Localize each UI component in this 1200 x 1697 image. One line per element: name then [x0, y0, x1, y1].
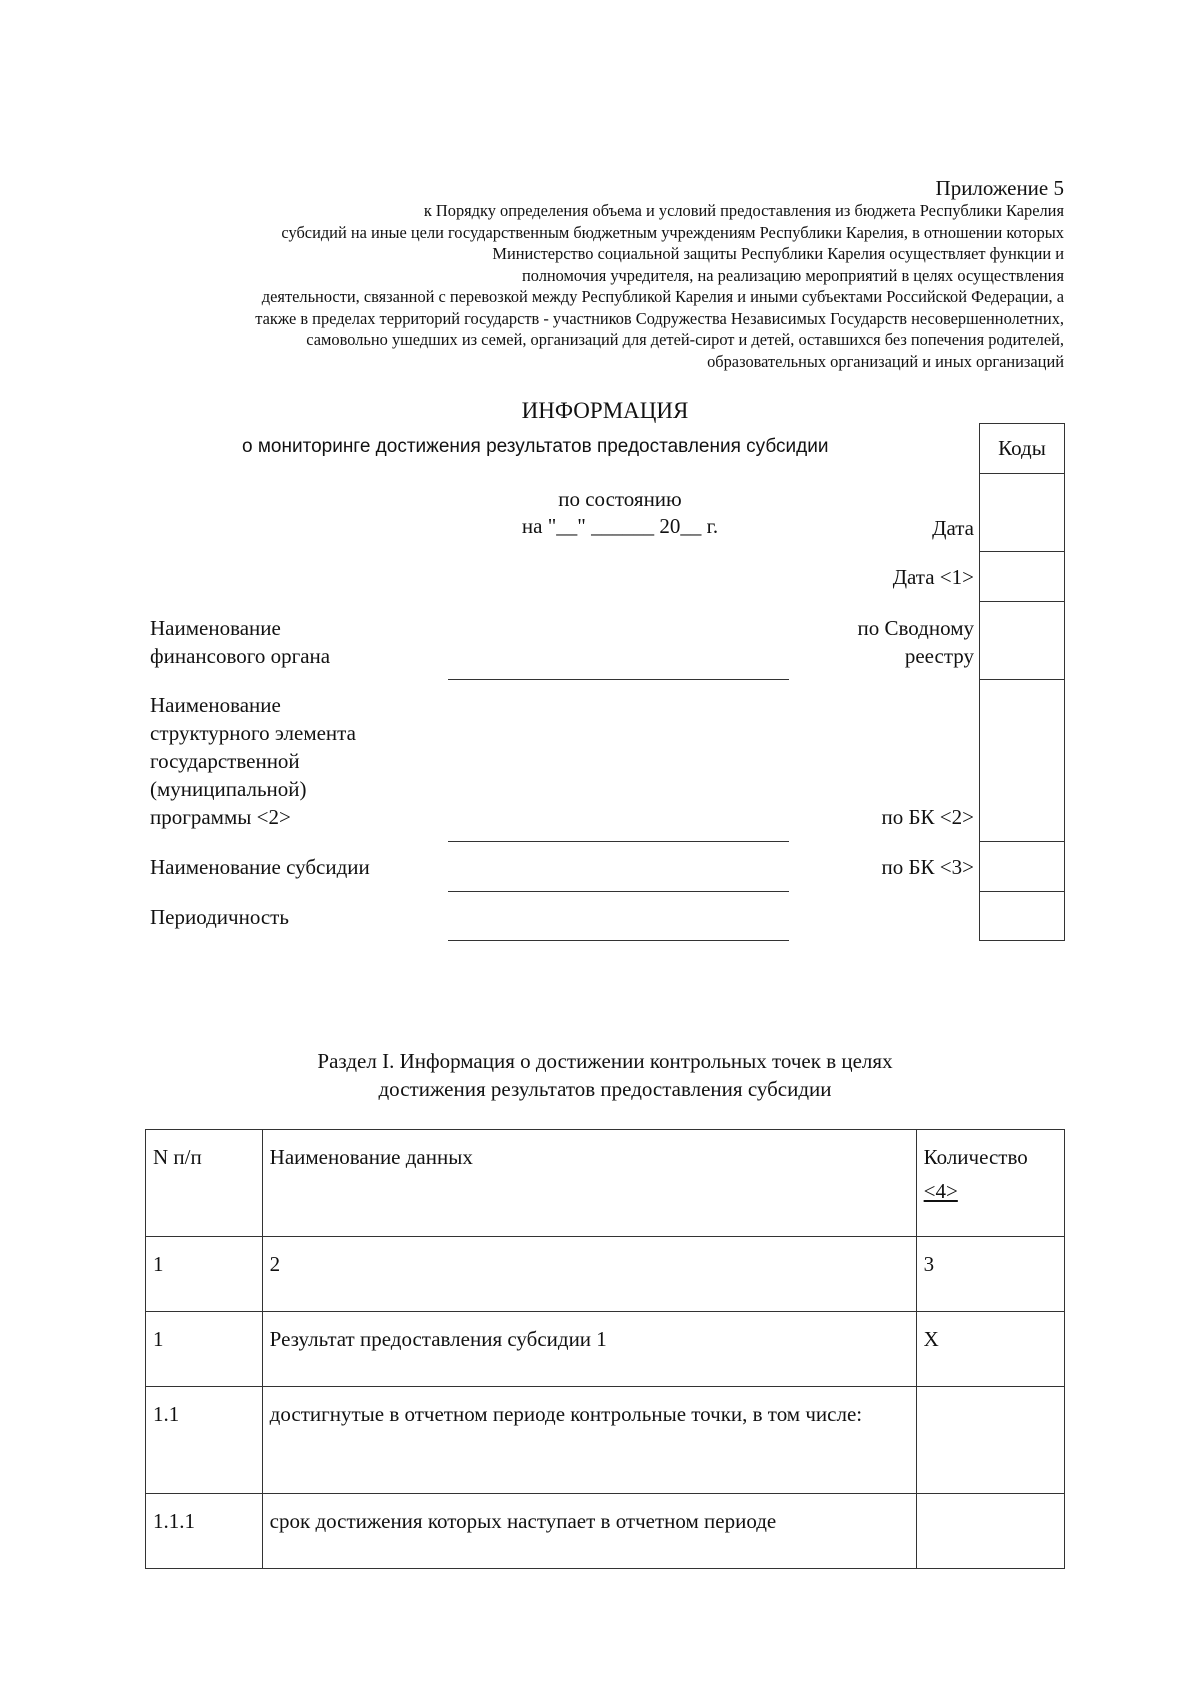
code-box-date1[interactable] [979, 551, 1065, 602]
fin-organ-label-line: финансового органа [150, 644, 331, 668]
table-row [146, 1312, 1065, 1387]
code-box-registry[interactable] [979, 601, 1065, 680]
table-header-row [146, 1130, 1065, 1237]
cell-num: 1 [146, 1237, 263, 1312]
table-row [146, 1387, 1065, 1494]
registry-label-line2: реестру [904, 644, 974, 668]
header-name: Наименование данных [262, 1130, 916, 1237]
appendix-line: субсидий на иные цели государственным бюджетным учреждениям Республики Карелия, в отношении которых [281, 222, 1064, 242]
footnote-link[interactable]: <4> [923, 1179, 958, 1203]
date-label: Дата [932, 516, 974, 540]
control-points-table [145, 1129, 1065, 1569]
appendix-description [104, 200, 1064, 372]
cell-qty[interactable] [916, 1494, 1064, 1569]
program-element-fill-line[interactable] [448, 841, 789, 842]
section-title-line: достижения результатов предоставления субсидии [378, 1077, 832, 1101]
state-label: по состоянию [558, 487, 682, 511]
cell-qty: X [916, 1312, 1064, 1387]
state-date: на "__" ______ 20__ г. [521, 514, 719, 538]
appendix-line: к Порядку определения объема и условий предоставления из бюджета Республики Карелия [423, 201, 1064, 220]
program-element-label-line: структурного элемента [150, 721, 356, 745]
program-element-label-line: Наименование [150, 693, 281, 717]
table-row [146, 1494, 1065, 1569]
cell-qty: 3 [916, 1237, 1064, 1312]
header-qty-label: Количество [923, 1145, 1028, 1169]
subsidy-name-fill-line[interactable] [448, 891, 789, 892]
cell-name: достигнутые в отчетном периоде контрольные точки, в том числе: [262, 1387, 916, 1494]
section-title [0, 1047, 1200, 1103]
appendix-title: Приложение 5 [935, 176, 1064, 200]
codes-header: Коды [979, 423, 1065, 474]
code-box-bk3[interactable] [979, 841, 1065, 892]
cell-num: 1.1 [146, 1387, 263, 1494]
appendix-line: полномочия учредителя, на реализацию мероприятий в целях осуществления [521, 265, 1064, 285]
program-element-label [150, 691, 356, 831]
program-element-label-line: государственной [150, 749, 300, 773]
appendix-line: Министерство социальной защиты Республики Карелия осуществляет функции и [492, 244, 1064, 263]
document-subtitle: о мониторинге достижения результатов предоставления субсидии [242, 436, 829, 457]
appendix-line: образовательных организаций и иных организаций [707, 351, 1064, 371]
fin-organ-fill-line[interactable] [448, 679, 789, 680]
cell-num: 1 [146, 1312, 263, 1387]
cell-qty[interactable] [916, 1387, 1064, 1494]
document-title: ИНФОРМАЦИЯ [521, 398, 689, 423]
periodicity-fill-line[interactable] [448, 940, 789, 941]
appendix-line: деятельности, связанной с перевозкой между Республикой Карелия и иными субъектами Российской Федерации, а [261, 287, 1064, 306]
code-box-bk2[interactable] [979, 679, 1065, 842]
fin-organ-label [150, 614, 330, 670]
code-box-date[interactable] [979, 473, 1065, 552]
periodicity-label: Периодичность [150, 905, 289, 929]
appendix-line: самовольно ушедших из семей, организаций для детей-сирот и детей, оставшихся без попечения родителей, [306, 330, 1064, 349]
cell-num: 1.1.1 [146, 1494, 263, 1569]
registry-label-line1: по Сводному [857, 616, 974, 640]
header-num: N п/п [146, 1130, 263, 1237]
table-row [146, 1237, 1065, 1312]
cell-name: Результат предоставления субсидии 1 [262, 1312, 916, 1387]
program-element-label-line: программы <2> [150, 805, 291, 829]
subsidy-name-label: Наименование субсидии [150, 855, 370, 879]
bk2-label: по БК <2> [881, 805, 974, 829]
bk3-label: по БК <3> [881, 855, 974, 879]
section-title-line: Раздел I. Информация о достижении контрольных точек в целях [317, 1049, 893, 1073]
header-qty [916, 1130, 1064, 1237]
cell-name: срок достижения которых наступает в отчетном периоде [262, 1494, 916, 1569]
appendix-line: также в пределах территорий государств - участников Содружества Независимых Государств несовершеннолетних, [255, 308, 1064, 328]
cell-name: 2 [262, 1237, 916, 1312]
program-element-label-line: (муниципальной) [150, 777, 307, 801]
fin-organ-label-line: Наименование [150, 616, 281, 640]
code-box-periodicity[interactable] [979, 891, 1065, 941]
date1-label: Дата <1> [892, 565, 974, 589]
